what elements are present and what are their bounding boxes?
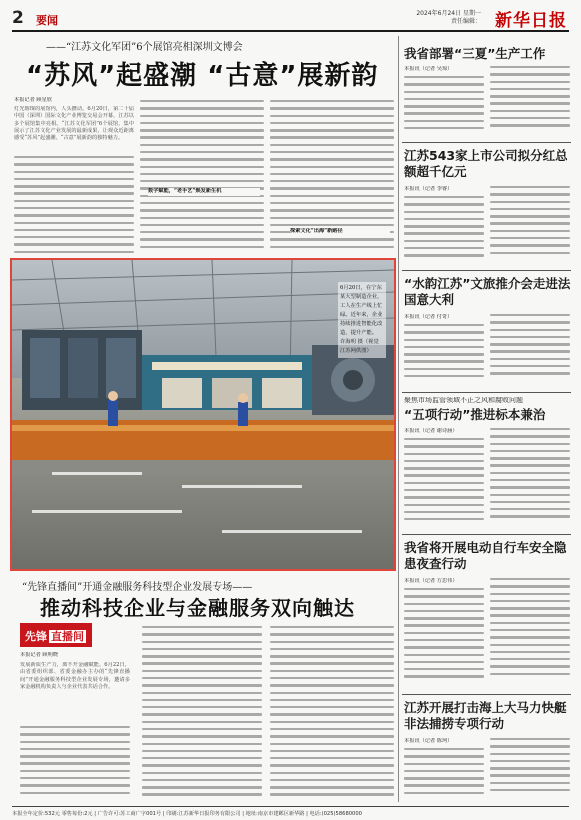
column-tag: 先锋 直播间 (20, 623, 92, 647)
news-headline: 江苏543家上市公司拟分红总额超千亿元 (404, 148, 568, 179)
news-byline: 本报讯（记者 吴琼） (404, 66, 453, 72)
page-number: 2 (12, 8, 24, 28)
article-lead-paragraph: 发展新质生产力，离不开金融赋能。6月22日，由省委组织部、省委金融办主办的“先锋直播间”开通金融服务科技型企业发展专场，邀请多家金融机构负责人与企业代表共话合作。 (20, 662, 130, 690)
factory-floor-image (12, 260, 394, 569)
section-divider (402, 694, 571, 695)
article-kicker: ——“江苏文化军团”6个展馆亮相深圳文博会 (46, 42, 243, 53)
photo-caption: 6月20日，在宁东某大型制造企业，工人在生产线上忙碌。近年来，企业持续推进智能化改造，提升产能。 许海明 摄（视觉江苏网供图） (338, 282, 386, 358)
news-body-text (490, 578, 570, 688)
article-body-text (14, 156, 134, 254)
news-headline: “五项行动”推进标本兼治 (404, 407, 546, 422)
article-body-text (270, 626, 394, 804)
article-subhead: 数字赋能，“老手艺”焕发新生机 (148, 188, 260, 196)
news-byline: 本报讯（记者 李睿） (404, 186, 453, 192)
article-body-text (140, 100, 264, 255)
article-subhead: 探索文化“出海”新路径 (290, 228, 390, 236)
article-kicker: “先锋直播间”开通金融服务科技型企业发展专场—— (22, 582, 253, 593)
news-headline: “水韵江苏”文旅推介会走进法国意大利 (404, 276, 571, 307)
news-body-text (404, 588, 484, 688)
masthead-date: 2024年6月24日 星期一 责任编辑： (416, 10, 481, 25)
article-lead-paragraph: 灯光璀璨的展馆内，人头攒动。6月20日，第二十届中国（深圳）国际文化产业博览交易会开幕，江苏以多个展馆集中亮相。“江苏文化军团”6个展馆，集中展示了江苏文化产业发展的最新成果，让观众近距离感受“苏风”起盛潮、“古意”展新韵的独特魅力。 (14, 106, 134, 142)
news-byline: 本报讯（记者 方思伟） (404, 578, 458, 584)
section-divider (402, 534, 571, 535)
article-body-text (20, 726, 130, 804)
news-body-text (490, 428, 570, 528)
article-headline: “苏风”起盛潮 “古意”展新韵 (26, 61, 379, 91)
column-divider (398, 36, 399, 802)
page-footer: 本报全年定价:532元 零售每份:2元 | 广告许可:苏工商广字001号 | 印刷:江苏新华日报印务有限公司 | 地址:南京市建邺区新华路 | 电话:(025)58680000 (12, 806, 569, 817)
news-byline: 本报讯（记者 陈珂） (404, 738, 453, 744)
article-headline: 推动科技企业与金融服务双向触达 (40, 596, 355, 620)
news-body-text (404, 748, 484, 802)
newspaper-logo: 新华日报 (495, 11, 567, 31)
news-byline: 本报讯（记者 付奇） (404, 314, 453, 320)
news-body-text (404, 438, 484, 528)
section-divider (402, 270, 571, 271)
news-body-text (490, 314, 570, 386)
news-body-text (404, 324, 484, 386)
article-byline: 本报记者 顾星欣 (14, 97, 52, 103)
article-body-text (142, 626, 262, 804)
news-body-text (404, 76, 484, 136)
news-body-text (490, 738, 570, 802)
news-body-text (490, 186, 570, 264)
news-headline: 我省将开展电动自行车安全隐患夜查行动 (404, 540, 567, 571)
page-masthead (12, 6, 569, 32)
news-kicker: 聚焦市场监管领域不正之风和腐败问题 (404, 397, 523, 404)
news-headline: 江苏开展打击海上大马力快艇非法捕捞专项行动 (404, 700, 567, 731)
news-byline: 本报讯（记者 谢诗涵） (404, 428, 458, 434)
news-headline: 我省部署“三夏”生产工作 (404, 46, 546, 61)
news-body-text (404, 196, 484, 264)
section-divider (402, 392, 571, 393)
section-name: 要闻 (36, 14, 58, 27)
article-byline: 本报记者 顾明晓 (20, 652, 58, 658)
section-divider (402, 142, 571, 143)
news-body-text (490, 66, 570, 136)
